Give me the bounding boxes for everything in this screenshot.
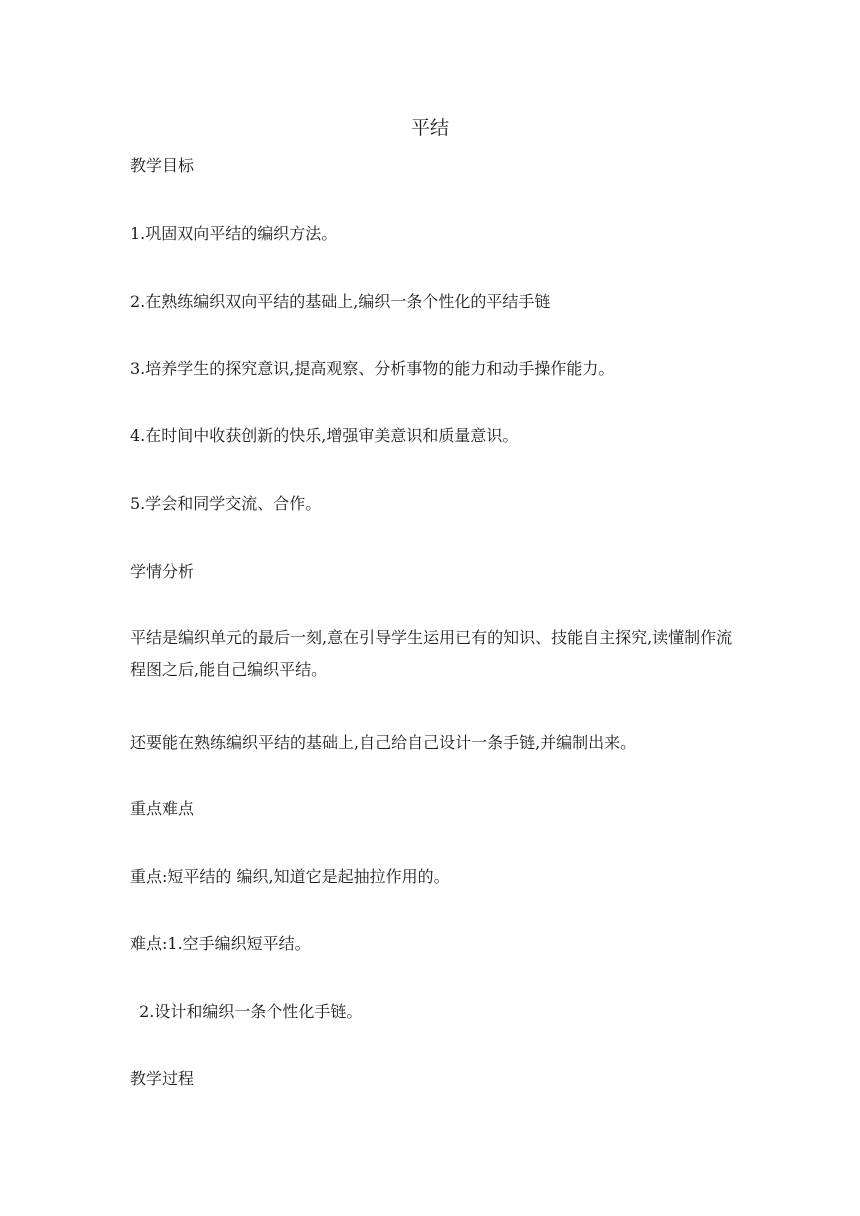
analysis-paragraph-1: 平结是编织单元的最后一刻,意在引导学生运用已有的知识、技能自主探究,读懂制作流程图之后,能自己编织平结。 xyxy=(130,628,733,679)
keypoint-difficulty-2: 2.设计和编织一条个性化手链。 xyxy=(134,1002,363,1021)
section-heading-analysis: 学情分析 xyxy=(130,562,195,581)
objective-item-1: 1.巩固双向平结的编织方法。 xyxy=(130,224,338,243)
keypoint-difficulty-1: 难点:1.空手编织短平结。 xyxy=(130,934,311,953)
objective-item-5: 5.学会和同学交流、合作。 xyxy=(130,494,322,513)
keypoint-focus: 重点:短平结的 编织,知道它是起抽拉作用的。 xyxy=(130,867,450,886)
objective-item-2: 2.在熟练编织双向平结的基础上,编织一条个性化的平结手链 xyxy=(130,292,551,311)
analysis-paragraph-2: 还要能在熟练编织平结的基础上,自己给自己设计一条手链,并编制出来。 xyxy=(130,733,637,752)
document-title: 平结 xyxy=(410,117,449,139)
objective-item-4: 4.在时间中收获创新的快乐,增强审美意识和质量意识。 xyxy=(130,426,519,445)
section-heading-objectives: 教学目标 xyxy=(130,156,195,175)
section-heading-process: 教学过程 xyxy=(130,1069,195,1088)
section-heading-keypoints: 重点难点 xyxy=(130,799,195,818)
objective-item-3: 3.培养学生的探究意识,提高观察、分析事物的能力和动手操作能力。 xyxy=(130,359,615,378)
